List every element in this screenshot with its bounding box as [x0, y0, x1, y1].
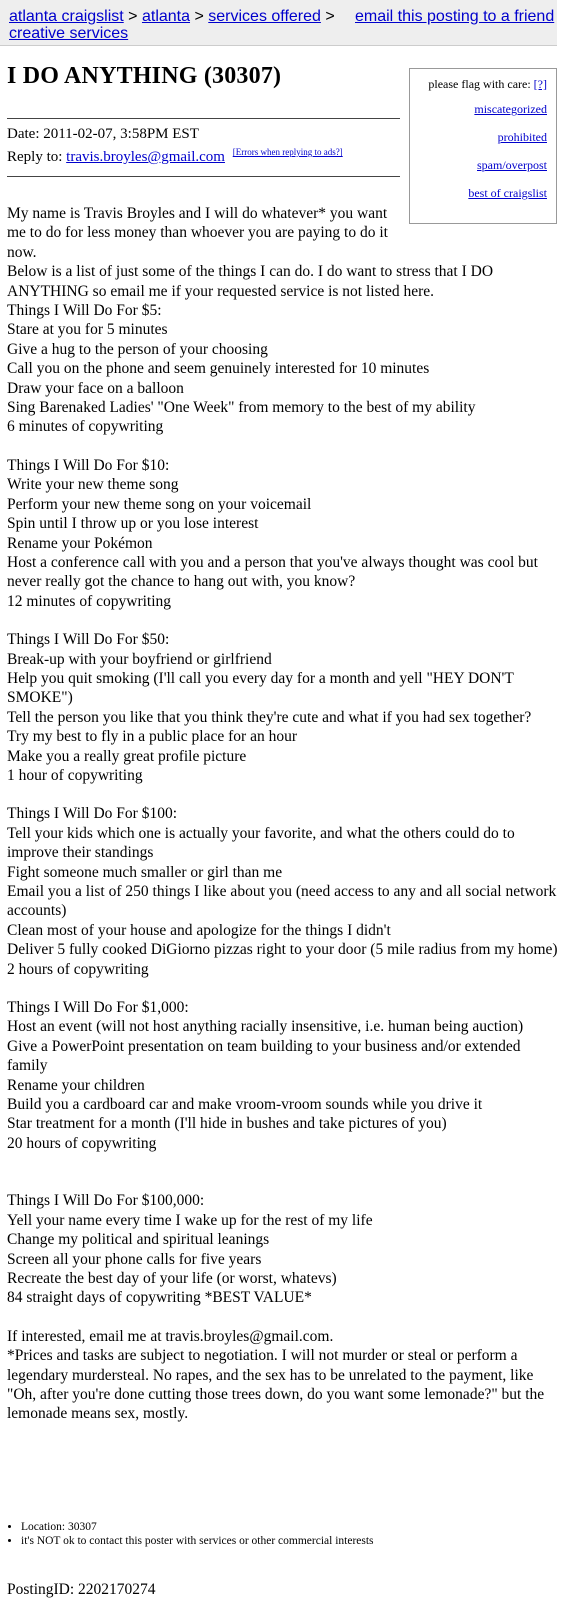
tier-item: 12 minutes of copywriting: [7, 592, 172, 610]
flag-heading: [410, 77, 547, 92]
contact-policy-blurb: • it's NOT ok to contact this poster with services or other commercial interests: [21, 1534, 374, 1548]
tier-1000: [7, 998, 562, 1153]
tier-item: 6 minutes of copywriting: [7, 418, 164, 436]
tier-50: [7, 630, 562, 785]
location-blurb: • Location: 30307: [21, 1520, 374, 1534]
tier-heading: Things I Will Do For $1,000:: [7, 999, 189, 1017]
tier-item: Change my political and spiritual leanings: [7, 1231, 270, 1249]
tier-heading: Things I Will Do For $10:: [7, 456, 170, 474]
tier-heading: Things I Will Do For $5:: [7, 302, 162, 320]
divider: [7, 176, 400, 177]
tier-item: Stare at you for 5 minutes: [7, 321, 168, 339]
flag-heading-text: please flag with care:: [428, 77, 531, 91]
breadcrumb: [9, 8, 335, 25]
tier-item: 20 hours of copywriting: [7, 1134, 157, 1152]
tier-item: Screen all your phone calls for five years: [7, 1250, 262, 1268]
tier-item: Deliver 5 fully cooked DiGiorno pizzas right to your door (5 mile radius from my home): [7, 941, 558, 959]
tier-item: 2 hours of copywriting: [7, 960, 149, 978]
tier-heading: Things I Will Do For $100:: [7, 805, 178, 823]
tier-100: [7, 804, 562, 979]
posting-blurbs: [7, 1520, 374, 1548]
tier-item: Host an event (will not host anything racially insensitive, i.e. human being auction): [7, 1018, 524, 1036]
contact-paragraph: If interested, email me at travis.broyles@gmail.com.: [7, 1327, 334, 1345]
tier-item: Fight someone much smaller or girl than me: [7, 863, 283, 881]
breadcrumb-separator: >: [128, 8, 138, 25]
tier-10: [7, 456, 562, 611]
tier-item: Host a conference call with you and a person that you've always thought was cool but never really got the chance to hang out with, you know?: [7, 553, 538, 591]
tier-heading: Things I Will Do For $100,000:: [7, 1192, 205, 1210]
list-intro-paragraph: Below is a list of just some of the things I can do. I do want to stress that I DO ANYTHING so email me if your requested service is not listed here.: [7, 263, 494, 300]
tier-item: 84 straight days of copywriting *BEST VALUE*: [7, 1289, 312, 1307]
reply-line: [7, 147, 343, 166]
tier-heading: Things I Will Do For $50:: [7, 631, 170, 649]
tier-item: Rename your Pokémon: [7, 534, 153, 552]
reply-email-link[interactable]: travis.broyles@gmail.com: [66, 149, 225, 165]
flag-prohibited-link[interactable]: prohibited: [497, 130, 547, 144]
tier-item: Clean most of your house and apologize for the things I didn't: [7, 921, 391, 939]
tier-item: Draw your face on a balloon: [7, 379, 184, 397]
breadcrumb-link-atlanta[interactable]: atlanta: [141, 8, 191, 25]
tier-item: Yell your name every time I wake up for the rest of my life: [7, 1211, 373, 1229]
tier-item: Rename your children: [7, 1076, 145, 1094]
tier-item: Give a PowerPoint presentation on team building to your business and/or extended family: [7, 1037, 521, 1075]
reply-label: Reply to:: [7, 149, 63, 165]
tier-item: Try my best to fly in a public place for an hour: [7, 728, 297, 746]
flag-help-link[interactable]: [?]: [533, 77, 547, 91]
breadcrumb-link-atlanta-craigslist[interactable]: atlanta craigslist: [9, 8, 124, 25]
flag-best-of-link[interactable]: best of craigslist: [468, 186, 547, 200]
tier-item: Make you a really great profile picture: [7, 747, 247, 765]
tier-item: Help you quit smoking (I'll call you every day for a month and yell "HEY DON'T SMOKE"): [7, 669, 514, 707]
tier-item: Email you a list of 250 things I like about you (need access to any and all social network accounts): [7, 883, 557, 920]
tier-item: Write your new theme song: [7, 476, 179, 494]
tier-item: Give a hug to the person of your choosing: [7, 340, 268, 358]
posting-title: I DO ANYTHING (30307): [7, 63, 282, 89]
flag-miscategorized-link[interactable]: miscategorized: [474, 102, 547, 116]
posting-body: [7, 204, 562, 1424]
reply-errors-link[interactable]: [Errors when replying to ads?]: [232, 147, 343, 157]
tier-5: [7, 301, 562, 437]
email-posting-link[interactable]: email this posting to a friend: [355, 8, 555, 25]
tier-item: Star treatment for a month (I'll hide in bushes and take pictures of you): [7, 1115, 447, 1133]
tier-item: Sing Barenaked Ladies' "One Week" from memory to the best of my ability: [7, 399, 476, 417]
posting-date: Date: 2011-02-07, 3:58PM EST: [7, 126, 199, 142]
tier-item: Tell your kids which one is actually your favorite, and what the others could do to improve their standings: [7, 824, 515, 862]
breadcrumb-link-services-offered[interactable]: services offered: [208, 8, 321, 25]
tier-item: Perform your new theme song on your voicemail: [7, 495, 312, 513]
breadcrumb-separator: >: [194, 8, 204, 25]
tier-item: Build you a cardboard car and make vroom-vroom sounds while you drive it: [7, 1096, 483, 1114]
divider: [7, 118, 400, 119]
breadcrumb-link-creative-services[interactable]: creative services: [9, 25, 129, 42]
disclaimer-paragraph: *Prices and tasks are subject to negotiation. I will not murder or steal or perform a legendary murdersteal. No rapes, and the sex has to be unrelated to the payment, like "Oh, after you're done cutting those trees down, do you want some lemonade?" but the lemonade means sex, mostly.: [7, 1347, 545, 1423]
breadcrumb-separator: >: [325, 8, 335, 25]
tier-100000: [7, 1191, 562, 1307]
tier-item: 1 hour of copywriting: [7, 766, 143, 784]
intro-paragraph: My name is Travis Broyles and I will do whatever* you want me to do for less money than whoever you are paying to do it now.: [7, 205, 388, 261]
tier-item: Tell the person you like that you think they're cute and what if you had sex together?: [7, 708, 532, 726]
tier-item: Call you on the phone and seem genuinely interested for 10 minutes: [7, 360, 430, 378]
breadcrumb-bar: [0, 0, 557, 46]
tier-item: Spin until I throw up or you lose interest: [7, 515, 259, 533]
flag-box: [409, 68, 557, 224]
tier-item: Break-up with your boyfriend or girlfriend: [7, 650, 272, 668]
posting-id: PostingID: 2202170274: [7, 1581, 156, 1598]
tier-item: Recreate the best day of your life (or worst, whatevs): [7, 1269, 337, 1287]
flag-spam-link[interactable]: spam/overpost: [477, 158, 547, 172]
